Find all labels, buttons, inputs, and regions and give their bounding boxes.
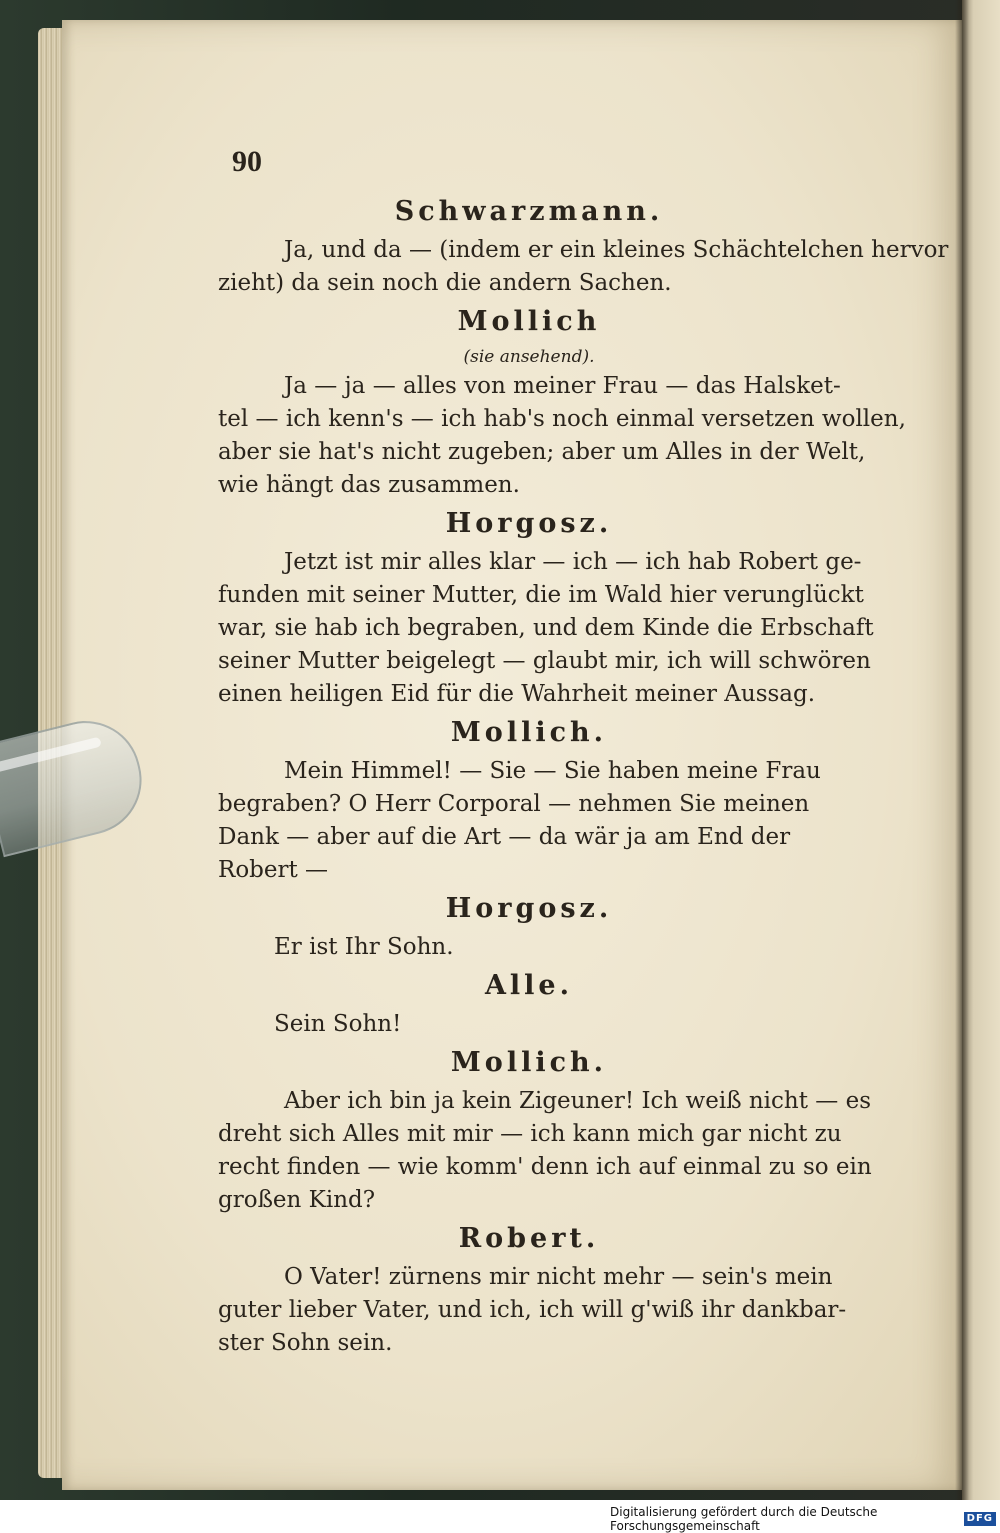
stage-direction: (sie ansehend). xyxy=(463,347,595,367)
text-line: ster Sohn sein. xyxy=(218,1330,393,1356)
text-line: Robert — xyxy=(218,857,329,883)
dfg-logo: DFG xyxy=(964,1512,996,1526)
text-line: war, sie hab ich begraben, und dem Kinde die Erbschaft xyxy=(218,615,874,641)
speaker-name: Mollich. xyxy=(450,717,608,748)
speaker-name: Robert. xyxy=(458,1223,600,1254)
text-line: dreht sich Alles mit mir — ich kann mich gar nicht zu xyxy=(218,1121,842,1147)
credit-text: Digitalisierung gefördert durch die Deutsche Forschungsgemeinschaft xyxy=(610,1505,878,1533)
text-line: recht finden — wie komm' denn ich auf einmal zu so ein xyxy=(218,1154,872,1180)
text-line: Sein Sohn! xyxy=(274,1011,402,1037)
digitization-credit xyxy=(606,1505,1000,1533)
speaker-name: Horgosz. xyxy=(445,508,613,539)
text-line: Jetzt ist mir alles klar — ich — ich hab Robert ge- xyxy=(284,549,862,575)
text-line: Ja — ja — alles von meiner Frau — das Halsket- xyxy=(284,373,841,399)
text-line: seiner Mutter beigelegt — glaubt mir, ich will schwören xyxy=(218,648,871,674)
text-line: tel — ich kenn's — ich hab's noch einmal versetzen wollen, xyxy=(218,406,906,432)
clip-shine xyxy=(0,737,102,773)
text-line: aber sie hat's nicht zugeben; aber um Alles in der Welt, xyxy=(218,439,866,465)
text-line: großen Kind? xyxy=(218,1187,376,1213)
text-line: einen heiligen Eid für die Wahrheit meiner Aussag. xyxy=(218,681,816,707)
text-line: begraben? O Herr Corporal — nehmen Sie meinen xyxy=(218,791,810,817)
speaker-name: Mollich. xyxy=(450,1047,608,1078)
text-line: Ja, und da — (indem er ein kleines Schächtelchen hervor xyxy=(284,237,949,263)
text-line: wie hängt das zusammen. xyxy=(218,472,520,498)
play-text-1 xyxy=(218,190,949,1360)
text-line: Dank — aber auf die Art — da wär ja am End der xyxy=(218,824,791,850)
speaker-name: Alle. xyxy=(484,970,574,1001)
text-line: Er ist Ihr Sohn. xyxy=(274,934,454,960)
page-number: 90 xyxy=(232,145,262,178)
speaker-name: Mollich xyxy=(457,306,601,337)
text-line: O Vater! zürnens mir nicht mehr — sein's mein xyxy=(284,1264,833,1290)
text-line: Mein Himmel! — Sie — Sie haben meine Frau xyxy=(284,758,821,784)
speaker-name: Horgosz. xyxy=(445,893,613,924)
text-line: Aber ich bin ja kein Zigeuner! Ich weiß nicht — es xyxy=(284,1088,872,1114)
speaker-name: Schwarzmann. xyxy=(394,196,664,227)
book-gutter xyxy=(955,0,969,1500)
text-line: funden mit seiner Mutter, die im Wald hier verunglückt xyxy=(218,582,864,608)
text-line: guter lieber Vater, und ich, ich will g'wiß ihr dankbar- xyxy=(218,1297,847,1323)
text-line: zieht) da sein noch die andern Sachen. xyxy=(218,270,672,296)
